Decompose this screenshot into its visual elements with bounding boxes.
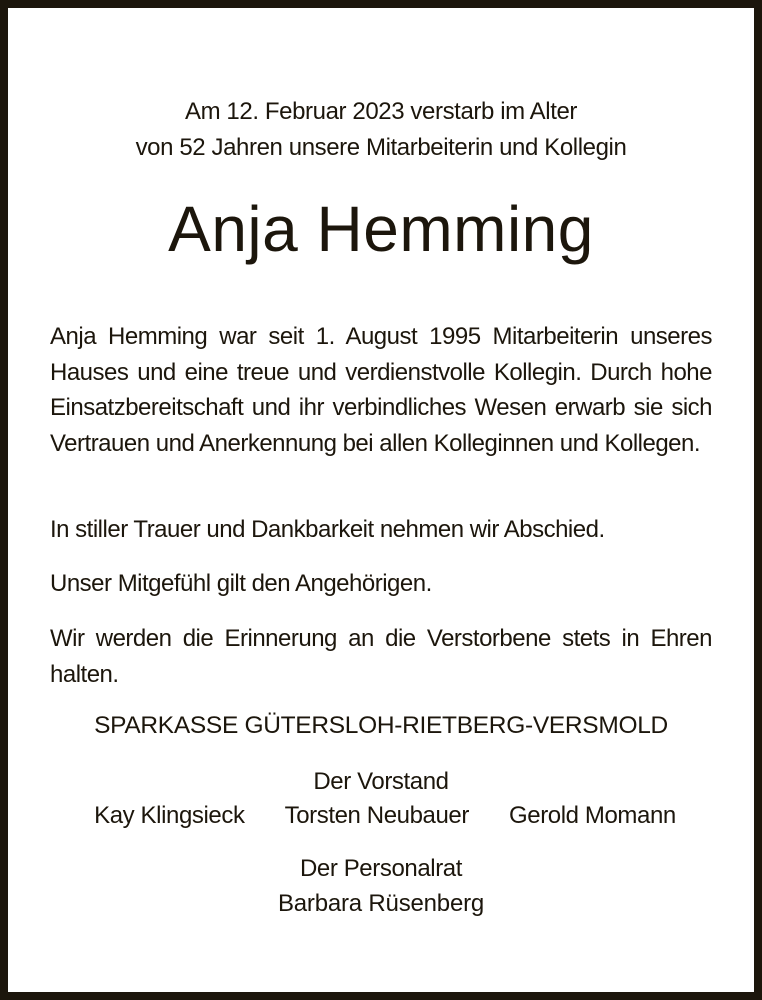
intro-line: Am 12. Februar 2023 verstarb im Alter <box>184 98 578 125</box>
remembrance-paragraph: Wir werden die Erinnerung an die Verstorbene stets in Ehren halten. <box>50 625 712 688</box>
intro-text <box>8 94 754 166</box>
intro-line: von 52 Jahren unsere Mitarbeiterin und Kollegin <box>135 134 627 161</box>
board-member: Gerold Momann <box>508 802 676 829</box>
board-title: Der Vorstand <box>313 768 449 795</box>
condolence-paragraph: Unser Mitgefühl gilt den Angehörigen. <box>50 570 432 597</box>
tribute-paragraph: Anja Hemming war seit 1. August 1995 Mitarbeiterin unseres Hauses und eine treue und verdienstvolle Kollegin. Durch hohe Einsatzbereitschaft und ihr verbindliches Wesen erwarb sie sich Vertrauen und Anerkennung bei allen Kolleginnen und Kollegen. <box>50 323 712 457</box>
farewell-paragraph: In stiller Trauer und Dankbarkeit nehmen wir Abschied. <box>50 516 605 543</box>
organization-name: SPARKASSE GÜTERSLOH-RIETBERG-VERSMOLD <box>94 712 668 739</box>
staff-council-member: Barbara Rüsenberg <box>277 890 485 917</box>
board-member: Torsten Neubauer <box>284 802 469 829</box>
board-members <box>8 798 754 834</box>
staff-council-title: Der Personalrat <box>299 855 463 882</box>
deceased-name: Anja Hemming <box>168 193 594 265</box>
board-member: Kay Klingsieck <box>94 802 245 829</box>
